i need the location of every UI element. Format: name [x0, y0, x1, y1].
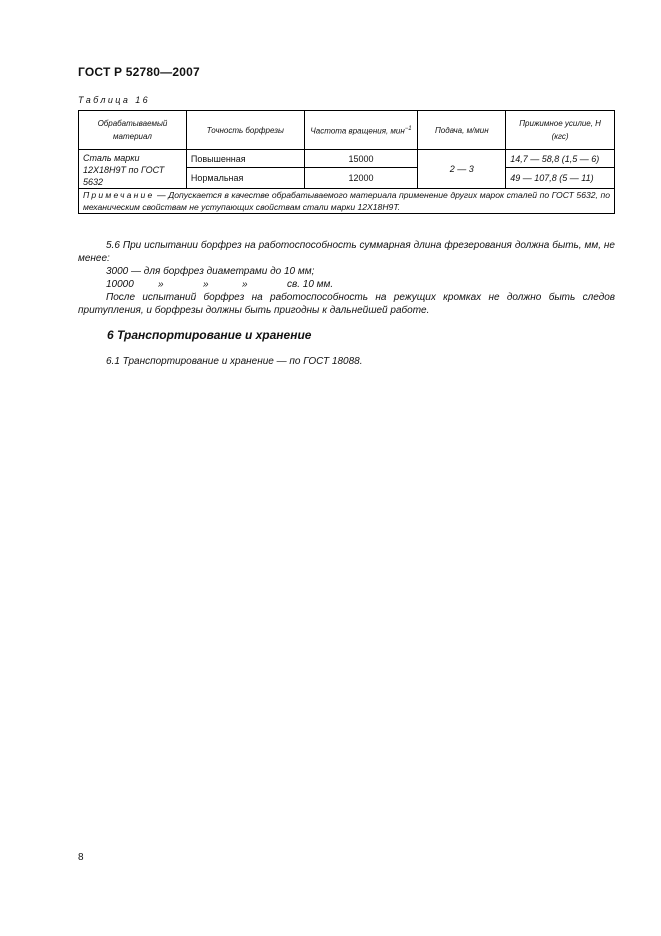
spec-table — [78, 110, 615, 214]
table-note-row — [79, 189, 615, 214]
rotation-cell: 15000 — [304, 150, 418, 168]
ditto-mark: » — [158, 279, 164, 290]
length-value: 10000 — [106, 279, 134, 290]
precision-cell: Повышенная — [186, 150, 304, 168]
table-caption: Таблица 16 — [78, 95, 151, 105]
header-rotation: Частота вращения, мин$^{-1}$ — [304, 111, 418, 150]
section-title: 6 Транспортирование и хранение — [107, 328, 312, 342]
length-line-1: 3000 — для борфрез диаметрами до 10 мм; — [106, 266, 315, 277]
length-line-2 — [106, 278, 406, 291]
header-force: Прижимное усилие, Н (кгс) — [506, 111, 615, 150]
header-feed: Подача, м/мин — [418, 111, 506, 150]
note-label: Примечание — [83, 190, 155, 200]
header-precision: Точность борфрезы — [186, 111, 304, 150]
document-code: ГОСТ Р 52780—2007 — [78, 65, 200, 79]
table-row — [79, 150, 615, 168]
precision-cell: Нормальная — [186, 168, 304, 189]
force-cell: 49 — 107,8 (5 — 11) — [506, 168, 615, 189]
rotation-cell: 12000 — [304, 168, 418, 189]
ditto-mark: » — [242, 279, 248, 290]
ditto-mark: » — [203, 279, 209, 290]
table-header-row — [79, 111, 615, 150]
paragraph-after-test: После испытаний борфрез на работоспособность на режущих кромках не должно быть следов притупления, и борфрезы должны быть пригодны к дальнейшей работе. — [78, 292, 615, 316]
paragraph-5-6: 5.6 При испытании борфрез на работоспособность суммарная длина фрезерования должна быть, мм, не менее: — [78, 240, 615, 264]
table-note — [79, 189, 615, 214]
note-text: — Допускается в качестве обрабатываемого материала применение других марок сталей по ГОСТ 5632, по механическим свойствам не уступающих свойствам стали марки 12Х18Н9Т. — [83, 190, 610, 212]
force-cell: 14,7 — 58,8 (1,5 — 6) — [506, 150, 615, 168]
feed-cell: 2 — 3 — [418, 150, 506, 189]
page-number: 8 — [78, 852, 84, 863]
length-line-2-tail: св. 10 мм. — [287, 279, 334, 290]
header-material: Обрабатываемый материал — [79, 111, 187, 150]
material-cell: Сталь марки 12Х18Н9Т по ГОСТ 5632 — [79, 150, 187, 189]
paragraph-6-1: 6.1 Транспортирование и хранение — по ГОСТ 18088. — [106, 356, 363, 367]
